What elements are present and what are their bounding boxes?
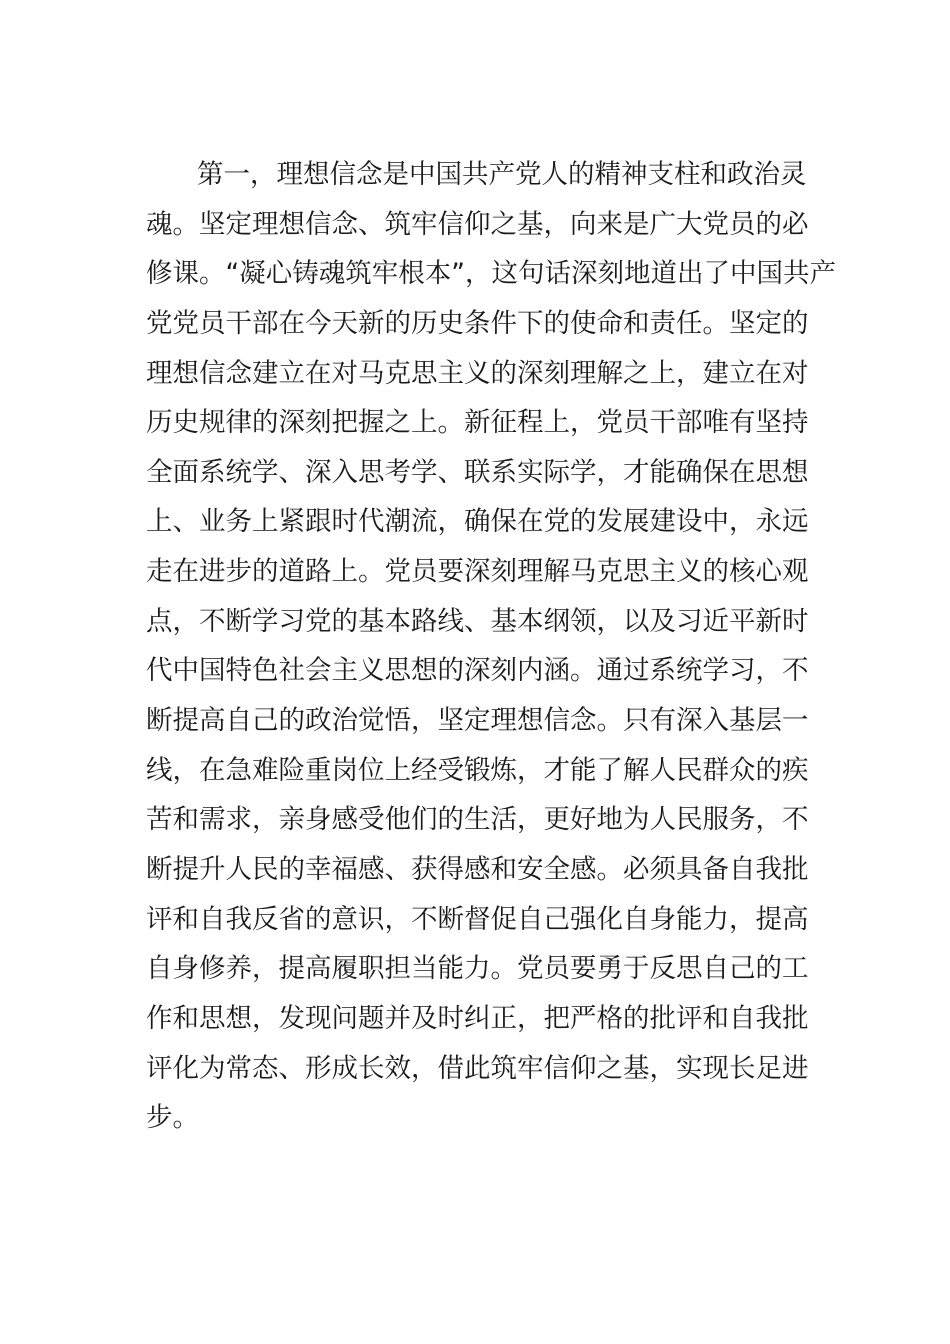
paragraph-line: 魂。坚定理想信念、筑牢信仰之基，向来是广大党员的必 bbox=[146, 208, 809, 240]
paragraph-line: 线，在急难险重岗位上经受锻炼，才能了解人民群众的疾 bbox=[146, 754, 809, 786]
paragraph-line: 断提高自己的政治觉悟，坚定理想信念。只有深入基层一 bbox=[146, 705, 809, 737]
paragraph-line: 上、业务上紧跟时代潮流，确保在党的发展建设中，永远 bbox=[146, 506, 809, 538]
paragraph-line: 断提升人民的幸福感、获得感和安全感。必须具备自我批 bbox=[146, 853, 809, 885]
paragraph-line: 作和思想，发现问题并及时纠正，把严格的批评和自我批 bbox=[146, 1002, 809, 1034]
paragraph-line: 点，不断学习党的基本路线、基本纲领，以及习近平新时 bbox=[146, 605, 809, 637]
paragraph-line: 历史规律的深刻把握之上。新征程上，党员干部唯有坚持 bbox=[146, 407, 809, 439]
paragraph-line: 党党员干部在今天新的历史条件下的使命和责任。坚定的 bbox=[146, 307, 809, 339]
paragraph-line: 评化为常态、形成长效，借此筑牢信仰之基，实现长足进 bbox=[146, 1052, 809, 1084]
paragraph-line: 第一，理想信念是中国共产党人的精神支柱和政治灵 bbox=[197, 159, 807, 190]
paragraph-line: 评和自我反省的意识，不断督促自己强化自身能力，提高 bbox=[146, 903, 809, 935]
paragraph-line: 修课。“凝心铸魂筑牢根本”，这句话深刻地道出了中国共产 bbox=[146, 258, 836, 290]
paragraph-line: 走在进步的道路上。党员要深刻理解马克思主义的核心观 bbox=[146, 556, 809, 588]
paragraph-line: 自身修养，提高履职担当能力。党员要勇于反思自己的工 bbox=[146, 953, 809, 985]
paragraph-line: 全面系统学、深入思考学、联系实际学，才能确保在思想 bbox=[146, 456, 809, 488]
paragraph-line: 苦和需求，亲身感受他们的生活，更好地为人民服务，不 bbox=[146, 804, 809, 836]
paragraph-line: 步。 bbox=[146, 1102, 199, 1134]
paragraph-line: 代中国特色社会主义思想的深刻内涵。通过系统学习，不 bbox=[146, 655, 809, 687]
paragraph-line: 理想信念建立在对马克思主义的深刻理解之上，建立在对 bbox=[146, 357, 809, 389]
paragraph bbox=[146, 150, 836, 1143]
